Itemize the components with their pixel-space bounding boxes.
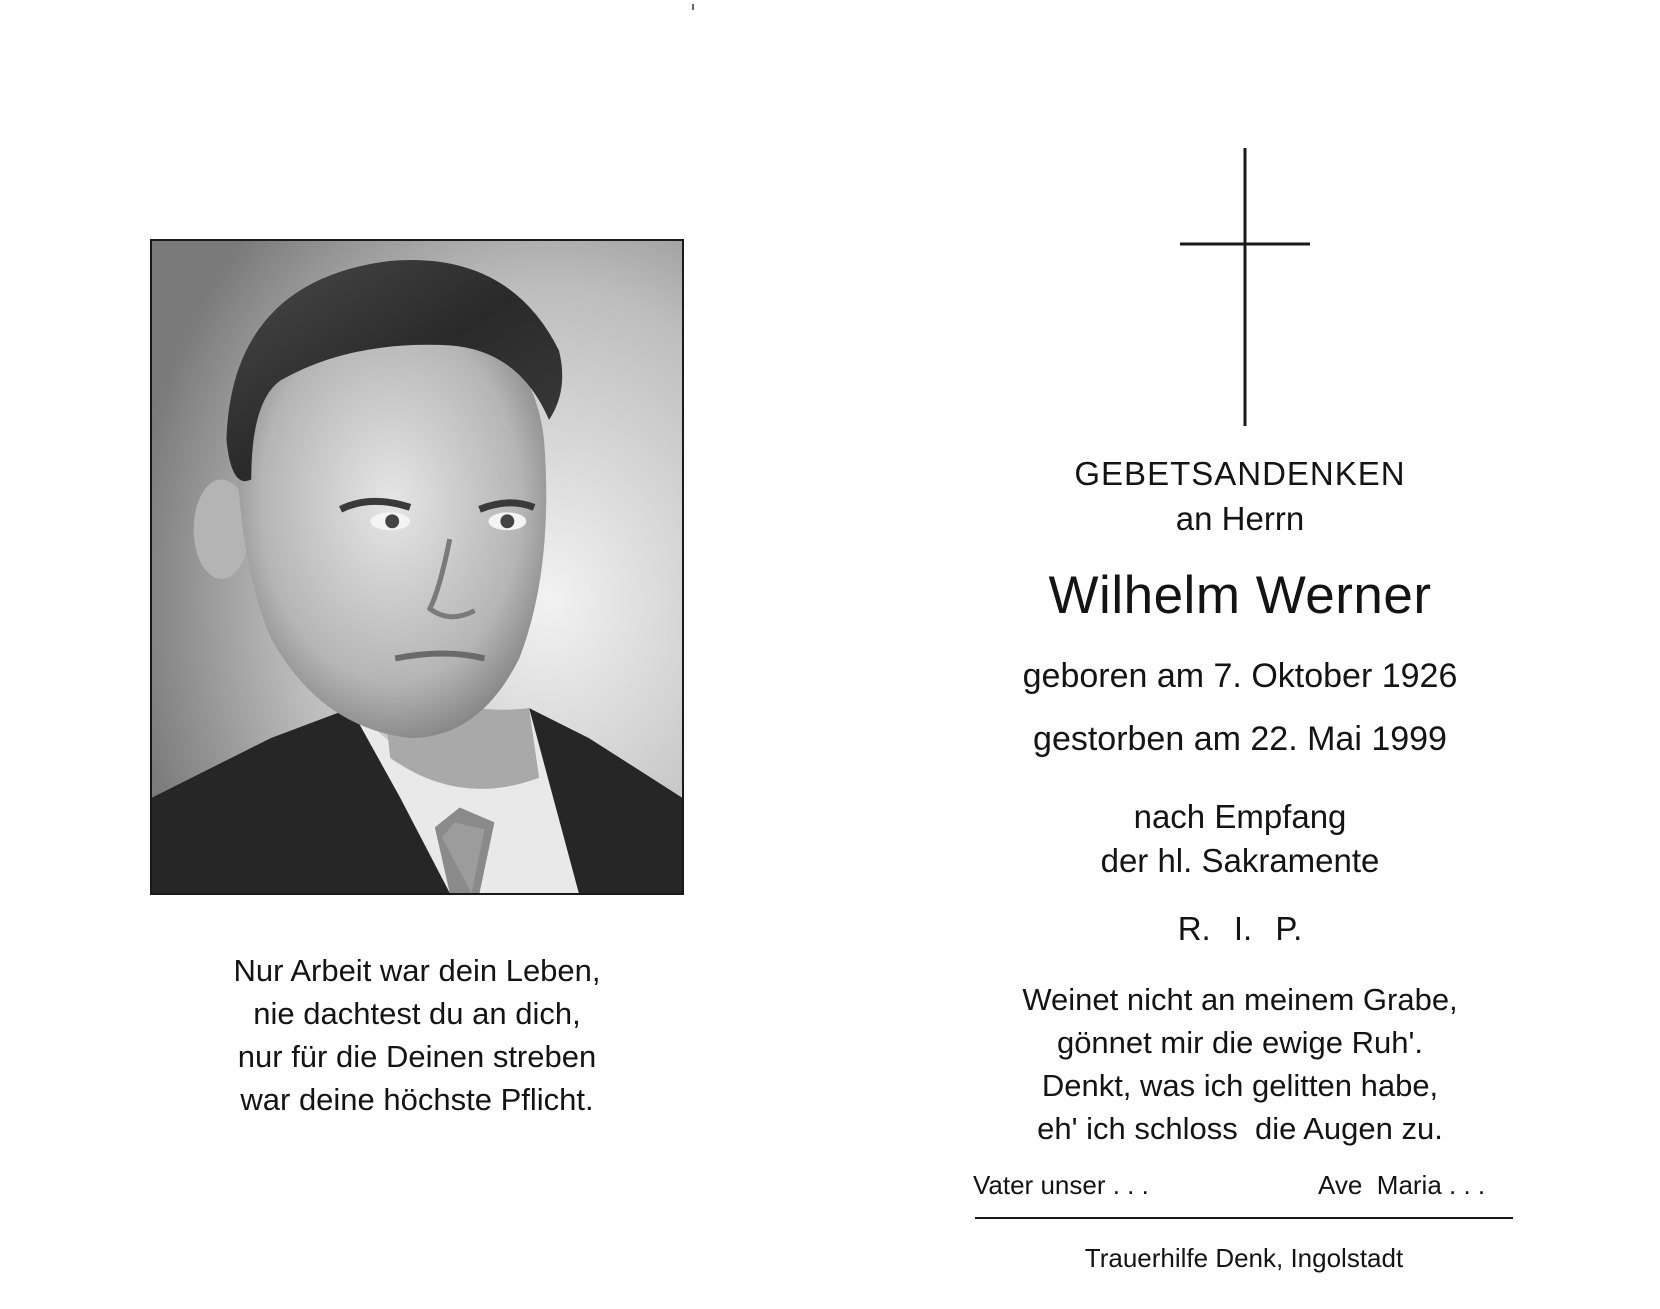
cross-icon xyxy=(1180,148,1310,426)
card-heading: GEBETSANDENKEN xyxy=(1074,455,1406,492)
left-verse-line: war deine höchste Pflicht. xyxy=(240,1082,594,1117)
left-verse-line: nie dachtest du an dich, xyxy=(253,996,581,1031)
publisher-footer: Trauerhilfe Denk, Ingolstadt xyxy=(1084,1243,1404,1273)
sacraments-line: nach Empfang xyxy=(1133,798,1347,835)
right-verse-line: Denkt, was ich gelitten habe, xyxy=(1041,1068,1439,1103)
portrait-illustration xyxy=(152,241,682,893)
right-verse-line: eh' ich schloss die Augen zu. xyxy=(1037,1111,1443,1146)
prayer-ave-maria: Ave Maria . . . xyxy=(1318,1170,1486,1200)
portrait-photo xyxy=(150,239,684,895)
divider xyxy=(975,1217,1513,1219)
sacraments-note xyxy=(960,795,1520,883)
death-date: gestorben am 22. Mai 1999 xyxy=(1033,720,1447,758)
right-verse-line: gönnet mir die ewige Ruh'. xyxy=(1056,1025,1424,1060)
left-verse xyxy=(150,949,684,1121)
left-verse-line: nur für die Deinen streben xyxy=(237,1039,597,1074)
deceased-name: Wilhelm Werner xyxy=(1048,566,1432,625)
right-verse xyxy=(960,978,1520,1150)
rip-text: R. I. P. xyxy=(1177,910,1303,947)
left-verse-line: Nur Arbeit war dein Leben, xyxy=(233,953,601,988)
birth-date: geboren am 7. Oktober 1926 xyxy=(1022,657,1458,695)
scan-speck xyxy=(692,4,694,10)
prayer-vater-unser: Vater unser . . . xyxy=(973,1170,1149,1200)
salutation: an Herrn xyxy=(1175,500,1305,537)
right-verse-line: Weinet nicht an meinem Grabe, xyxy=(1022,982,1458,1017)
sacraments-line: der hl. Sakramente xyxy=(1100,842,1380,879)
